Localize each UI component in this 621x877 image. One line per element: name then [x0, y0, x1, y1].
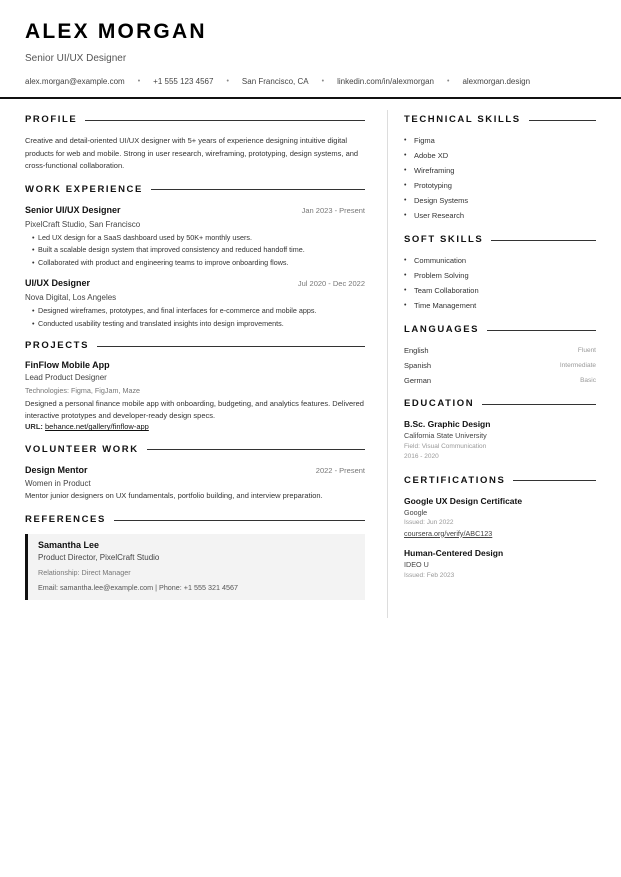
heading-rule — [491, 240, 596, 241]
heading-rule — [85, 120, 365, 121]
education-degree: B.Sc. Graphic Design — [404, 419, 491, 429]
skill-item: • Wireframing — [404, 163, 596, 178]
contact-location: San Francisco, CA — [241, 77, 309, 86]
language-row — [404, 373, 596, 388]
bullet-item: • Led UX design for a SaaS dashboard used by 50K+ monthly users. — [32, 232, 365, 245]
job-date: Jan 2023 - Present — [301, 205, 365, 215]
skill-item: • Time Management — [404, 298, 596, 313]
skill-item: • Figma — [404, 133, 596, 148]
job-date: Jul 2020 - Dec 2022 — [297, 278, 365, 288]
project-url-link[interactable]: behance.net/gallery/finflow-app — [45, 422, 149, 432]
project-url-row — [25, 421, 365, 433]
column-divider — [387, 110, 388, 618]
certification-title: Human-Centered Design — [404, 548, 504, 558]
soft-skills-list — [404, 253, 596, 313]
reference-relationship: Relationship: Direct Manager — [38, 568, 131, 578]
section-heading-profile — [25, 114, 365, 126]
language-name: Spanish — [404, 361, 432, 370]
section-heading-label: WORK EXPERIENCE — [25, 183, 143, 195]
reference-position: Product Director, PixelCraft Studio — [38, 553, 160, 563]
heading-rule — [513, 480, 596, 481]
section-heading-references — [25, 514, 365, 526]
skill-item: • Team Collaboration — [404, 283, 596, 298]
project-description: Designed a personal finance mobile app with onboarding, budgeting, and analytics features. Delivered interactive prototypes and developer-ready design specs. — [25, 399, 364, 420]
project-entry — [25, 360, 365, 433]
certification-title: Google UX Design Certificate — [404, 495, 523, 506]
main-column — [25, 114, 365, 600]
reference-name: Samantha Lee — [38, 540, 100, 551]
section-heading-languages — [404, 324, 596, 336]
bullet-item: • Collaborated with product and engineering teams to improve onboarding flows. — [32, 257, 365, 270]
section-heading-education — [404, 398, 596, 410]
heading-rule — [151, 189, 365, 190]
section-heading-soft-skills — [404, 234, 596, 246]
profile-summary: Creative and detail-oriented UI/UX designer with 5+ years of experience designing intuitive digital products for web and mobile. Strong in user research, wireframing, prototyping, design systems, and cross-functional collaboration. — [25, 136, 359, 170]
volunteer-description: Mentor junior designers on UX fundamentals, portfolio building, and interview preparation. — [25, 490, 323, 500]
reference-card — [25, 534, 365, 600]
skill-item: • Communication — [404, 253, 596, 268]
section-heading-volunteer — [25, 444, 365, 456]
resume-header — [25, 20, 615, 86]
contact-bar — [25, 77, 615, 86]
project-url-label: URL: — [25, 422, 43, 432]
languages-list — [404, 343, 596, 388]
project-tech: Technologies: Figma, FigJam, Maze — [25, 386, 141, 396]
section-heading-label: PROJECTS — [25, 340, 90, 352]
project-role: Lead Product Designer — [25, 373, 107, 383]
certification-entry — [404, 496, 596, 540]
job-entry — [25, 278, 365, 331]
language-row — [404, 343, 596, 358]
education-school: California State University — [404, 431, 487, 440]
skill-item: • Design Systems — [404, 193, 596, 208]
section-heading-projects — [25, 340, 365, 352]
volunteer-date: 2022 - Present — [315, 465, 365, 475]
bullet-item: • Designed wireframes, prototypes, and final interfaces for e-commerce and mobile apps. — [32, 305, 365, 318]
contact-website[interactable]: alexmorgan.design — [462, 77, 531, 86]
contact-linkedin[interactable]: linkedin.com/in/alexmorgan — [337, 77, 434, 86]
job-title: UI/UX Designer — [25, 277, 91, 288]
certification-issued: Issued: Feb 2023 — [404, 571, 455, 579]
education-field: Field: Visual Communication — [404, 442, 487, 450]
section-heading-label: CERTIFICATIONS — [404, 474, 506, 486]
skill-item: • Problem Solving — [404, 268, 596, 283]
certification-issued: Issued: Jun 2022 — [404, 519, 454, 526]
language-level: Fluent — [577, 347, 596, 354]
education-entry — [404, 419, 596, 463]
job-entry — [25, 205, 365, 270]
skill-item: • Prototyping — [404, 178, 596, 193]
job-title: Senior UI/UX Designer — [25, 204, 121, 215]
bullet-item: • Built a scalable design system that improved consistency and reduced handoff time. — [32, 244, 365, 257]
contact-separator: • — [226, 78, 229, 85]
certification-issuer: IDEO U — [404, 560, 429, 569]
job-bullets — [25, 305, 365, 331]
language-name: German — [404, 376, 432, 385]
heading-rule — [487, 330, 596, 331]
certification-issuer: Google — [404, 507, 428, 517]
heading-rule — [97, 346, 365, 347]
contact-separator: • — [137, 78, 141, 85]
skill-item: • Adobe XD — [404, 148, 596, 163]
section-heading-label: PROFILE — [25, 114, 78, 125]
language-name: English — [404, 346, 429, 355]
volunteer-entry — [25, 465, 365, 503]
reference-contact: Email: samantha.lee@example.com | Phone: +1 555 321 4567 — [38, 583, 238, 593]
heading-rule — [529, 120, 596, 121]
job-company: Nova Digital, Los Angeles — [25, 292, 117, 302]
section-heading-certifications — [404, 475, 596, 487]
section-heading-label: TECHNICAL SKILLS — [404, 114, 521, 125]
contact-separator: • — [447, 78, 450, 85]
section-heading-label: REFERENCES — [25, 514, 106, 526]
section-heading-experience — [25, 184, 365, 196]
volunteer-org: Women in Product — [25, 478, 91, 488]
technical-skills-list — [404, 133, 596, 223]
heading-rule — [147, 449, 365, 450]
section-heading-label: SOFT SKILLS — [404, 234, 484, 245]
contact-email[interactable]: alex.morgan@example.com — [25, 77, 125, 86]
contact-phone[interactable]: +1 555 123 4567 — [153, 77, 214, 86]
education-years: 2016 - 2020 — [404, 453, 439, 460]
section-heading-label: LANGUAGES — [404, 324, 480, 335]
contact-separator: • — [321, 78, 325, 85]
language-level: Basic — [580, 377, 596, 384]
certification-entry — [404, 548, 596, 581]
job-bullets — [25, 232, 365, 270]
language-level: Intermediate — [559, 362, 596, 369]
certification-url-link[interactable]: coursera.org/verify/ABC123 — [404, 528, 493, 538]
job-company: PixelCraft Studio, San Francisco — [25, 219, 141, 229]
section-heading-label: EDUCATION — [404, 398, 475, 409]
language-row — [404, 358, 596, 373]
sidebar-column — [404, 114, 596, 581]
volunteer-title: Design Mentor — [25, 464, 88, 475]
heading-rule — [482, 404, 596, 405]
skill-item: • User Research — [404, 208, 596, 223]
candidate-name: ALEX MORGAN — [25, 20, 207, 43]
heading-rule — [114, 520, 365, 521]
project-title: FinFlow Mobile App — [25, 360, 110, 371]
section-heading-technical-skills — [404, 114, 596, 126]
bullet-item: • Conducted usability testing and translated insights into design improvements. — [32, 318, 365, 331]
header-divider — [0, 97, 621, 99]
section-heading-label: VOLUNTEER WORK — [25, 443, 139, 455]
candidate-title: Senior UI/UX Designer — [25, 53, 127, 64]
